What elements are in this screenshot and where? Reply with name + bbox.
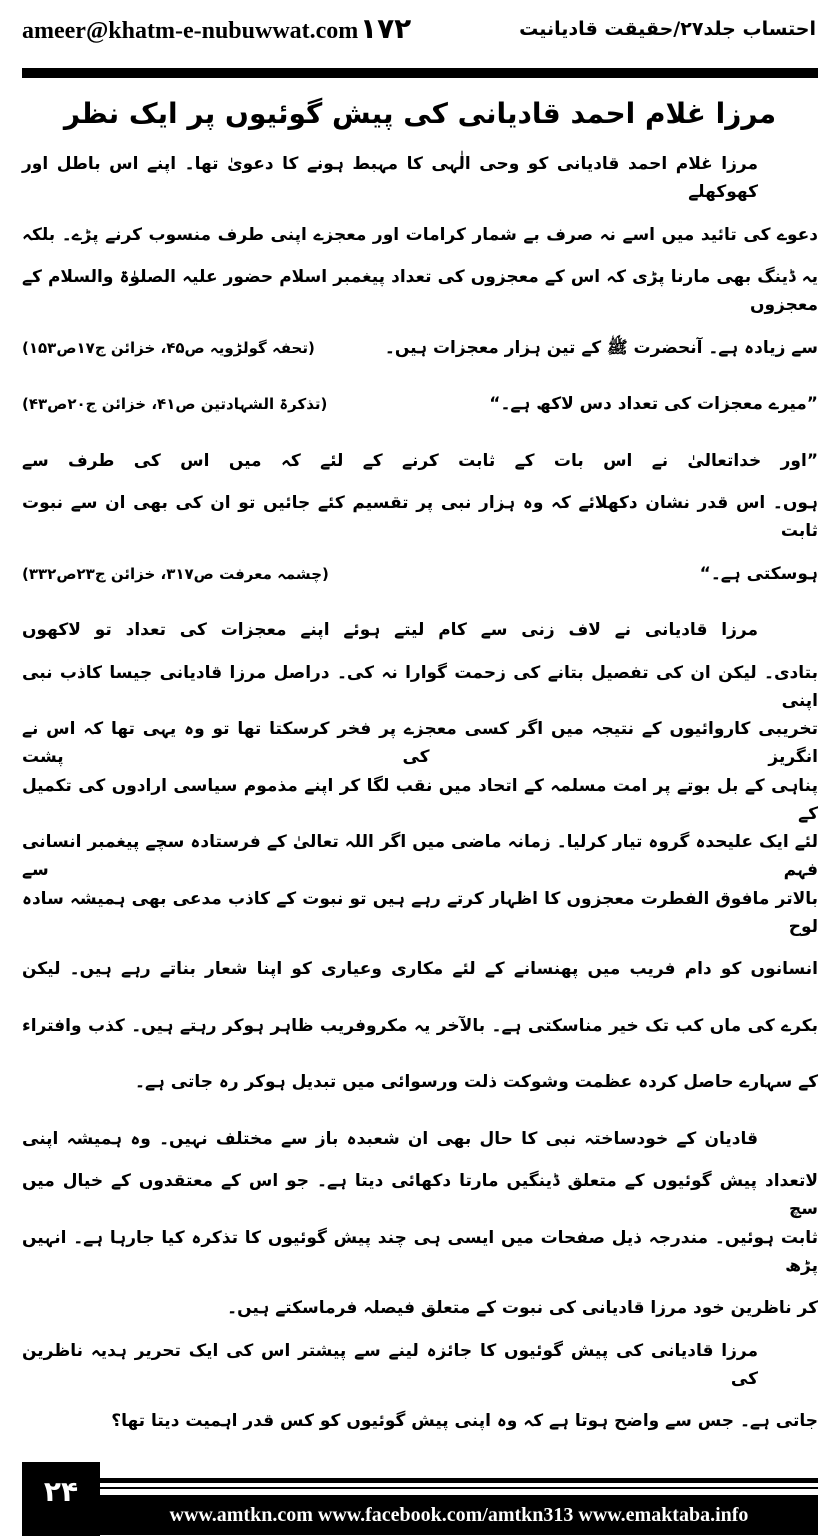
line-text: تخریبی کاروائیوں کے نتیجہ میں اگر کسی معجزے پر فخر کرسکتا تھا تو وہ یہی تھا کہ اس نے انگریز کی پشت bbox=[22, 719, 818, 768]
citation: (چشمہ معرفت ص۳۱۷، خزائن ج۲۳ص۳۳۲) bbox=[22, 564, 329, 583]
citation: (تذکرۃ الشہادتین ص۴۱، خزائن ج۲۰ص۴۳) bbox=[22, 395, 328, 414]
line-text: سے زیادہ ہے۔ آنحضرت ﷺ کے تین ہزار معجزات ہیں۔ bbox=[384, 337, 818, 358]
line-text: بالاتر مافوق الفطرت معجزوں کا اظہار کرتے رہے ہیں تو نبوت کے کاذب مدعی بھی ہمیشہ سادہ لوح bbox=[22, 888, 818, 937]
line-text: دعوے کی تائید میں اسے نہ صرف بے شمار کرامات اور معجزے اپنی طرف منسوب کرنے پڑے۔ بلکہ bbox=[22, 224, 818, 245]
line-text: کر ناظرین خود مرزا قادیانی کی نبوت کے متعلق فیصلہ فرماسکتے ہیں۔ bbox=[227, 1298, 818, 1319]
line-text: ثابت ہوئیں۔ مندرجہ ذیل صفحات میں ایسی ہی چند پیش گوئیوں کا تذکرہ کیا جارہا ہے۔ انہیں پڑھ bbox=[22, 1227, 818, 1276]
text-line bbox=[22, 546, 818, 603]
text-line bbox=[22, 1054, 818, 1111]
line-text: ہوسکتی ہے۔“ bbox=[699, 563, 818, 584]
line-text: جاتی ہے۔ جس سے واضح ہوتا ہے کہ وہ اپنی پیش گوئیوں کو کس قدر اہمیت دیتا تھا؟ bbox=[111, 1411, 818, 1432]
footer-page-number: ۲۴ bbox=[22, 1462, 100, 1536]
text-line bbox=[22, 602, 818, 659]
text-line bbox=[22, 320, 818, 377]
text-line bbox=[22, 433, 818, 490]
page-header bbox=[22, 10, 818, 60]
line-text: لاتعداد پیش گوئیوں کے متعلق ڈینگیں مارتا دکھائی دیتا ہے۔ جو اس کے معتقدوں کے خیال میں سچ bbox=[22, 1171, 818, 1220]
line-text: بکرے کی ماں کب تک خیر مناسکتی ہے۔ بالآخر یہ مکروفریب ظاہر ہوکر رہتے ہیں۔ کذب وافتراء bbox=[22, 1015, 818, 1036]
text-line bbox=[22, 150, 818, 207]
text-line bbox=[22, 659, 818, 716]
citation: (تحفہ گولڑویہ ص۴۵، خزائن ج۱۷ص۱۵۳) bbox=[22, 338, 315, 357]
text-line bbox=[22, 1167, 818, 1224]
text-line bbox=[22, 998, 818, 1055]
text-line bbox=[22, 207, 818, 264]
text-line bbox=[22, 941, 818, 998]
footer-links: www.amtkn.com www.facebook.com/amtkn313 www.emaktaba.info bbox=[100, 1495, 818, 1535]
line-text: مرزا غلام احمد قادیانی کو وحی الٰہی کا مہبط ہونے کا دعویٰ تھا۔ اپنے اس باطل اور کھوکھلے bbox=[22, 154, 758, 203]
line-text: مرزا قادیانی کی پیش گوئیوں کا جائزہ لینے سے پیشتر اس کی ایک تحریر ہدیہ ناظرین کی bbox=[22, 1340, 758, 1389]
page-title: مرزا غلام احمد قادیانی کی پیش گوئیوں پر ایک نظر bbox=[63, 97, 777, 130]
line-text: قادیان کے خودساختہ نبی کا حال بھی ان شعبدہ باز سے مختلف نہیں۔ وہ ہمیشہ اپنی bbox=[22, 1128, 758, 1149]
line-text: بتادی۔ لیکن ان کی تفصیل بتانے کی زحمت گوارا نہ کی۔ دراصل مرزا قادیانی جیسا کاذب نبی اپنی bbox=[22, 662, 818, 711]
line-text: ہوں۔ اس قدر نشان دکھلائے کہ وہ ہزار نبی پر تقسیم کئے جائیں تو ان کی بھی ان سے نبوت ثابت bbox=[22, 493, 818, 542]
text-line bbox=[22, 263, 818, 320]
header-email: ameer@khatm-e-nubuwwat.com bbox=[22, 18, 359, 44]
text-line bbox=[22, 1224, 818, 1281]
footer-rule-thin bbox=[100, 1487, 818, 1489]
header-book-title: احتساب جلد۲۷/حقیقت قادیانیت bbox=[519, 18, 816, 40]
footer-rule bbox=[100, 1478, 818, 1483]
line-text: لئے ایک علیحدہ گروہ تیار کرلیا۔ زمانہ ماضی میں اگر اللہ تعالیٰ کے فرستادہ سچے پیغمبر انسانی فہم سے bbox=[22, 832, 818, 881]
text-line bbox=[22, 376, 818, 433]
text-line bbox=[22, 828, 818, 885]
text-line bbox=[22, 1280, 818, 1337]
text-line bbox=[22, 1337, 818, 1394]
line-text: ”میرے معجزات کی تعداد دس لاکھ ہے۔“ bbox=[489, 394, 818, 415]
line-text: کے سہارے حاصل کردہ عظمت وشوکت ذلت ورسوائی میں تبدیل ہوکر رہ جاتی ہے۔ bbox=[134, 1072, 818, 1093]
text-line bbox=[22, 1393, 818, 1450]
line-text: پناہی کے بل بوتے پر امت مسلمہ کے اتحاد میں نقب لگا کر اپنے مذموم سیاسی ارادوں کی تکمیل کے bbox=[22, 775, 818, 824]
text-line bbox=[22, 1111, 818, 1168]
header-rule bbox=[22, 68, 818, 78]
line-text: مرزا قادیانی نے لاف زنی سے کام لیتے ہوئے اپنے معجزات کی تعداد تو لاکھوں bbox=[22, 620, 758, 641]
text-line bbox=[22, 885, 818, 942]
document-body bbox=[22, 150, 818, 1450]
text-line bbox=[22, 772, 818, 829]
line-text: ”اور خداتعالیٰ نے اس بات کے ثابت کرنے کے لئے کہ میں اس کی طرف سے bbox=[22, 450, 818, 471]
header-page-number: ۱۷۲ bbox=[360, 12, 412, 45]
text-line bbox=[22, 715, 818, 772]
line-text: انسانوں کو دام فریب میں پھنسانے کے لئے مکاری وعیاری کو اپنا شعار بناتے رہے ہیں۔ لیکن bbox=[22, 959, 818, 980]
line-text: یہ ڈینگ بھی مارنا پڑی کہ اس کے معجزوں کی تعداد پیغمبر اسلام حضور علیہ الصلوٰۃ والسلام کے معجزوں bbox=[22, 267, 818, 316]
text-line bbox=[22, 489, 818, 546]
